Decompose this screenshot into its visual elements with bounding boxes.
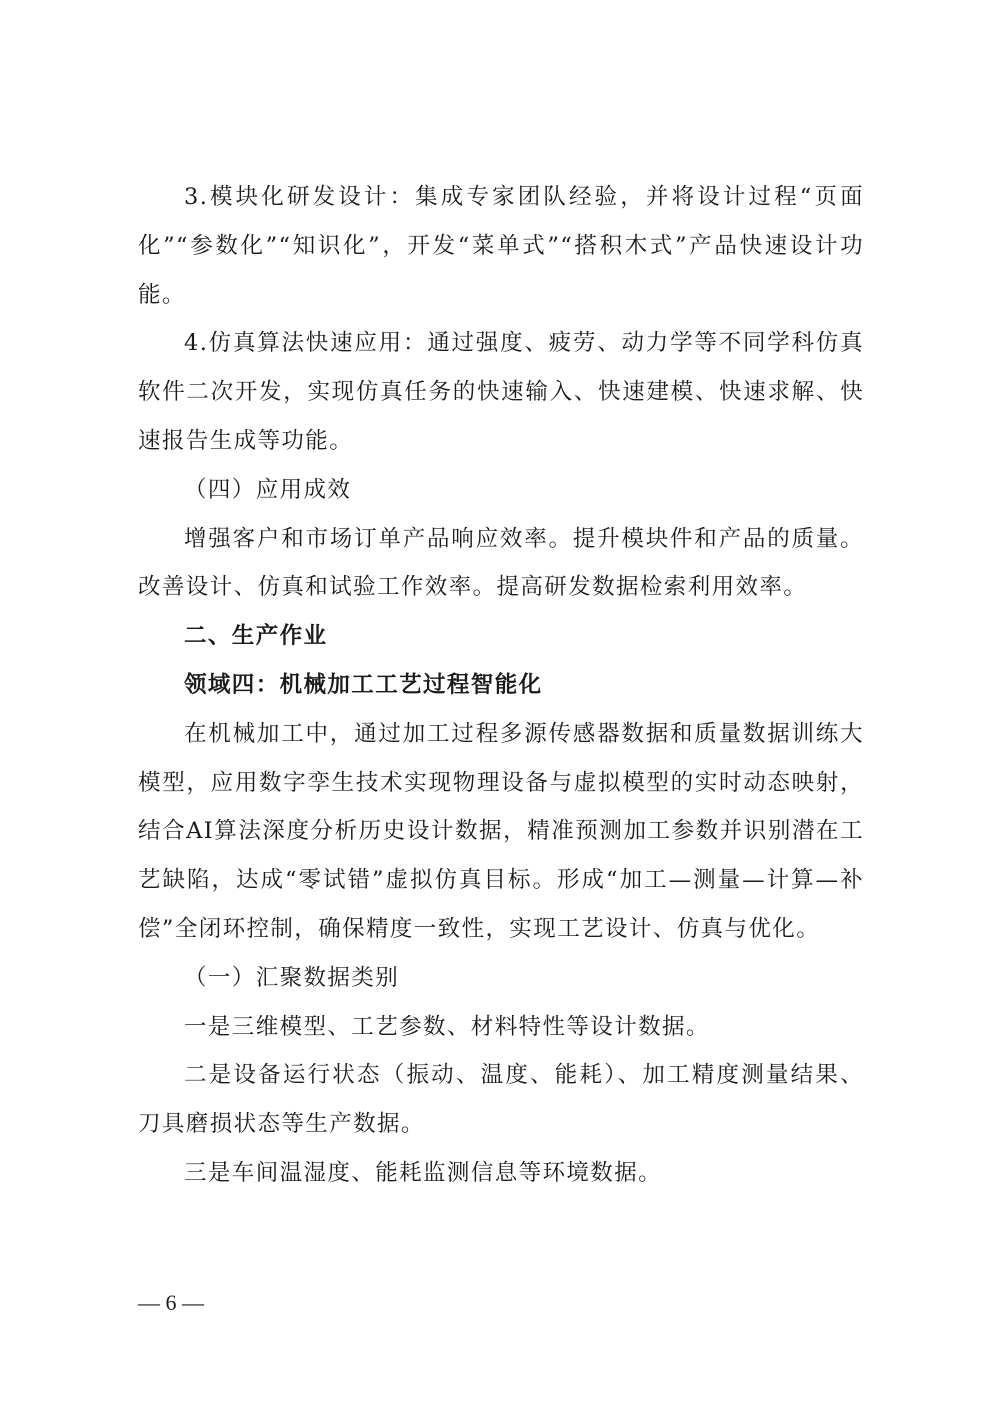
paragraph-production-data: 二是设备运行状态（振动、温度、能耗）、加工精度测量结果、刀具磨损状态等生产数据。: [138, 1062, 864, 1138]
paragraph-simulation-algorithm: 4.仿真算法快速应用：通过强度、疲劳、动力学等不同学科仿真软件二次开发，实现仿真任务的快速输入、快速建模、快速求解、快速报告生成等功能。: [138, 330, 864, 454]
section-heading-results: （四）应用成效: [184, 476, 352, 503]
paragraph-modular-design: 3.模块化研发设计：集成专家团队经验，并将设计过程“页面化”“参数化”“知识化”，开发“菜单式”“搭积木式”产品快速设计功能。: [138, 184, 864, 308]
chapter-heading-production: 二、生产作业: [184, 623, 328, 650]
paragraph-results: 增强客户和市场订单产品响应效率。提升模块件和产品的质量。改善设计、仿真和试验工作效率。提高研发数据检索利用效率。: [138, 525, 864, 601]
document-body: [138, 173, 864, 1198]
paragraph-design-data: 一是三维模型、工艺参数、材料特性等设计数据。: [184, 1013, 710, 1040]
section-heading-data-categories: （一）汇聚数据类别: [184, 964, 400, 991]
paragraph-environment-data: 三是车间温湿度、能耗监测信息等环境数据。: [184, 1159, 663, 1186]
page-number: — 6 —: [138, 1290, 204, 1315]
paragraph-machining-intro: 在机械加工中，通过加工过程多源传感器数据和质量数据训练大模型，应用数字孪生技术实现物理设备与虚拟模型的实时动态映射，结合AI算法深度分析历史设计数据，精准预测加工参数并识别潜在工艺缺陷，达成“零试错”虚拟仿真目标。形成“加工—测量—计算—补偿”全闭环控制，确保精度一致性，实现工艺设计、仿真与优化。: [138, 720, 864, 942]
field-heading-machining: 领域四：机械加工工艺过程智能化: [184, 671, 543, 698]
